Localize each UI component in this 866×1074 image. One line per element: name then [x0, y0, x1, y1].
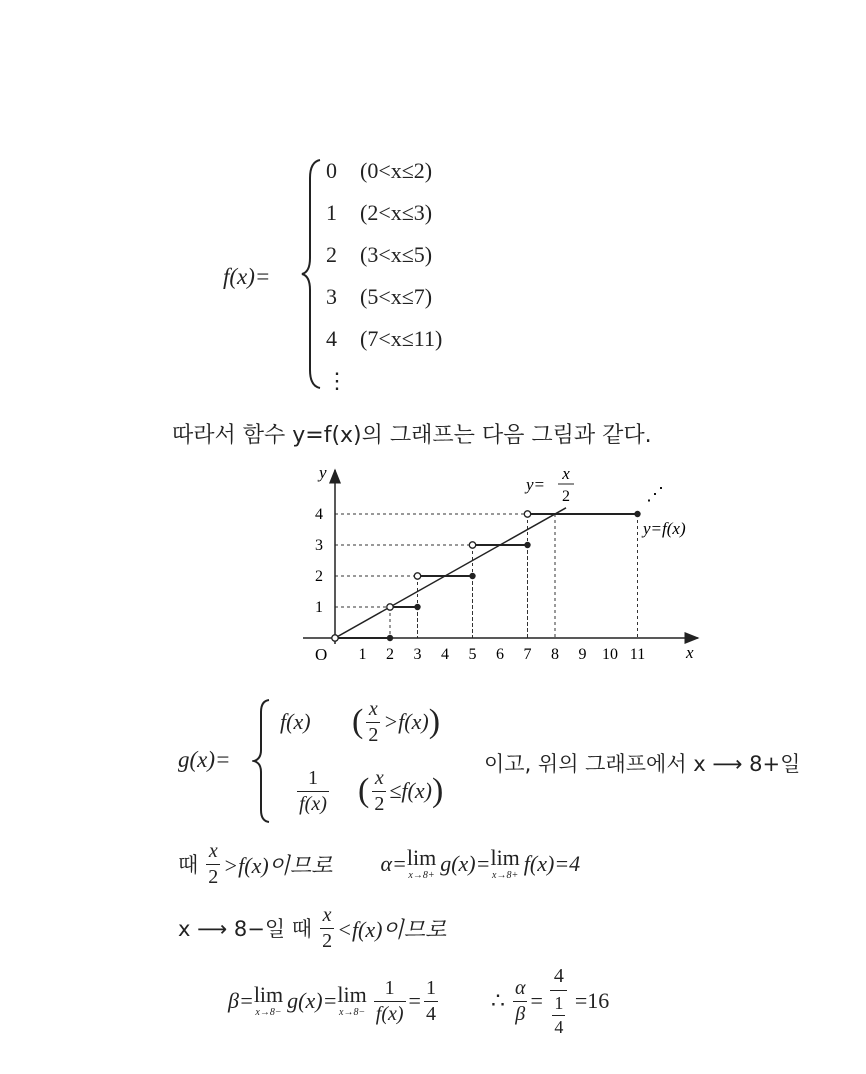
frac-den: β [515, 1002, 526, 1025]
x-tick-label: 7 [523, 646, 532, 663]
open-endpoint [524, 511, 530, 517]
open-endpoint [332, 635, 338, 641]
line-y-half-x [335, 508, 566, 638]
line-label-denominator: 2 [562, 488, 570, 505]
f-def-brace [300, 158, 324, 390]
beta-symbol: β= [228, 988, 254, 1013]
alpha-prefix: 때 [178, 853, 199, 877]
fraction [513, 977, 528, 1026]
g-case-row-1 [280, 694, 440, 750]
frac-den [550, 990, 567, 1038]
f-def-cases [326, 158, 442, 410]
x-tick-label: 1 [358, 646, 367, 663]
f-case-condition: (7<x≤11) [360, 326, 443, 351]
lim-text: lim [406, 845, 437, 870]
f-case-row [326, 368, 442, 410]
f-case-value: 2 [326, 242, 337, 267]
open-endpoint [387, 604, 393, 610]
x-tick-label: 8 [551, 646, 559, 663]
f-case-value: 0 [326, 158, 337, 183]
fraction [320, 904, 334, 953]
frac-num: x [208, 839, 218, 862]
x-tick-label: 9 [578, 646, 587, 663]
f-case-condition: (5<x≤7) [360, 284, 433, 309]
frac-num: x [368, 697, 378, 720]
closed-endpoint [387, 635, 393, 641]
frac-den: 4 [425, 1002, 436, 1025]
g-def-tail: 이고, 위의 그래프에서 x ⟶ 8+일 [484, 752, 801, 776]
x-tick-label: 2 [386, 646, 394, 663]
limit [407, 847, 436, 881]
lim-text: lim [337, 982, 367, 1007]
closed-endpoint [524, 542, 530, 548]
continuation-dots: ⋰ [646, 484, 664, 504]
alpha-line [178, 836, 580, 892]
result: =16 [574, 988, 610, 1013]
g-case1-value: f(x) [280, 709, 311, 734]
fraction [366, 698, 380, 747]
frac-den: 4 [554, 1016, 564, 1037]
y-tick-label: 3 [315, 537, 323, 554]
g-case2-cond: ≤f(x) [389, 778, 432, 803]
x-tick-label: 10 [602, 646, 618, 663]
fraction [275, 767, 351, 816]
frac-num: 1 [384, 976, 395, 999]
left-limit-line [178, 900, 446, 956]
y-axis-label: y [319, 463, 327, 482]
paren-close: ) [428, 703, 441, 740]
x-axis-label: x [686, 643, 694, 662]
lim-text: lim [253, 982, 284, 1007]
alpha-expr-2: f(x)=4 [523, 851, 581, 876]
open-endpoint [414, 573, 420, 579]
lim-text: lim [490, 845, 520, 870]
frac-num: x [374, 766, 384, 789]
paren-open: ( [352, 703, 364, 740]
fraction [372, 767, 386, 816]
frac-num: α [514, 976, 526, 999]
graph-guides [335, 514, 638, 638]
lim-subscript: x→8− [255, 1007, 282, 1018]
alpha-condition: >f(x)이므로 [223, 852, 333, 878]
f-case-row [326, 242, 442, 284]
g-def-lhs: g(x)= [178, 747, 231, 772]
x-tick-label: 6 [496, 646, 504, 663]
graph-intro-sentence: 따라서 함수 y=f(x)의 그래프는 다음 그림과 같다. [172, 423, 652, 448]
f-def-lhs: f(x)= [223, 264, 271, 289]
f-case-condition: (2<x≤3) [360, 200, 433, 225]
closed-endpoint [414, 604, 420, 610]
frac-den: 2 [322, 929, 333, 952]
g-def-brace [252, 698, 272, 824]
open-endpoint [469, 542, 475, 548]
line-label-numerator: x [562, 464, 570, 483]
x-tick-label: 4 [441, 646, 449, 663]
frac-den: f(x) [299, 792, 327, 815]
paren-close: ) [431, 772, 444, 809]
f-case-value: 1 [326, 200, 337, 225]
y-tick-label: 4 [315, 506, 323, 523]
beta-line [228, 960, 609, 1042]
limit [490, 847, 519, 881]
step-function-graph [290, 458, 710, 668]
paren-open: ( [358, 772, 370, 809]
equals: = [408, 988, 421, 1013]
g-case-row-2 [272, 760, 443, 822]
equals: = [530, 988, 543, 1013]
limit [254, 984, 283, 1018]
lim-subscript: x→8− [339, 1007, 366, 1018]
compound-fraction [546, 965, 572, 1038]
alpha-expr-1: g(x)= [440, 851, 491, 876]
step-function-label: y=f(x) [643, 519, 686, 538]
g-case1-cond: >f(x) [383, 709, 429, 734]
closed-endpoint [469, 573, 475, 579]
therefore-symbol: ∴ [490, 988, 505, 1013]
frac-num: x [322, 903, 332, 926]
fraction [424, 977, 438, 1026]
frac-den: 2 [208, 865, 219, 888]
f-case-row [326, 158, 442, 200]
frac-den: 2 [368, 723, 379, 746]
frac-den: 2 [374, 792, 385, 815]
f-case-condition: (3<x≤5) [360, 242, 433, 267]
line-label-lhs: y= [526, 475, 546, 494]
x-tick-label: 5 [468, 646, 477, 663]
f-case-row [326, 284, 442, 326]
f-case-value: 4 [326, 326, 337, 351]
f-case-value: ⋮ [326, 368, 348, 393]
frac-num: 1 [425, 976, 436, 999]
y-tick-label: 2 [315, 568, 323, 585]
frac-num: 1 [554, 992, 564, 1013]
left-limit-condition: <f(x)이므로 [337, 916, 447, 942]
x-tick-label: 3 [413, 646, 422, 663]
f-case-value: 3 [326, 284, 337, 309]
alpha-symbol: α= [380, 851, 407, 876]
y-tick-label: 1 [315, 599, 323, 616]
fraction [206, 840, 220, 889]
f-case-condition: (0<x≤2) [360, 158, 433, 183]
beta-expr-1: g(x)= [287, 988, 338, 1013]
x-tick-label: 11 [629, 646, 646, 663]
f-case-row [326, 200, 442, 242]
closed-endpoint [634, 511, 640, 517]
tick-labels [315, 506, 645, 663]
fraction [552, 993, 565, 1038]
fraction [374, 977, 406, 1026]
frac-den: f(x) [375, 1002, 404, 1025]
frac-num: 1 [308, 766, 318, 789]
lim-subscript: x→8+ [408, 870, 435, 881]
f-case-row [326, 326, 442, 368]
left-limit-prefix: x ⟶ 8−일 때 [178, 917, 313, 941]
lim-subscript: x→8+ [492, 870, 519, 881]
limit [337, 984, 366, 1018]
origin-label: O [315, 645, 328, 664]
frac-num: 4 [553, 964, 564, 987]
